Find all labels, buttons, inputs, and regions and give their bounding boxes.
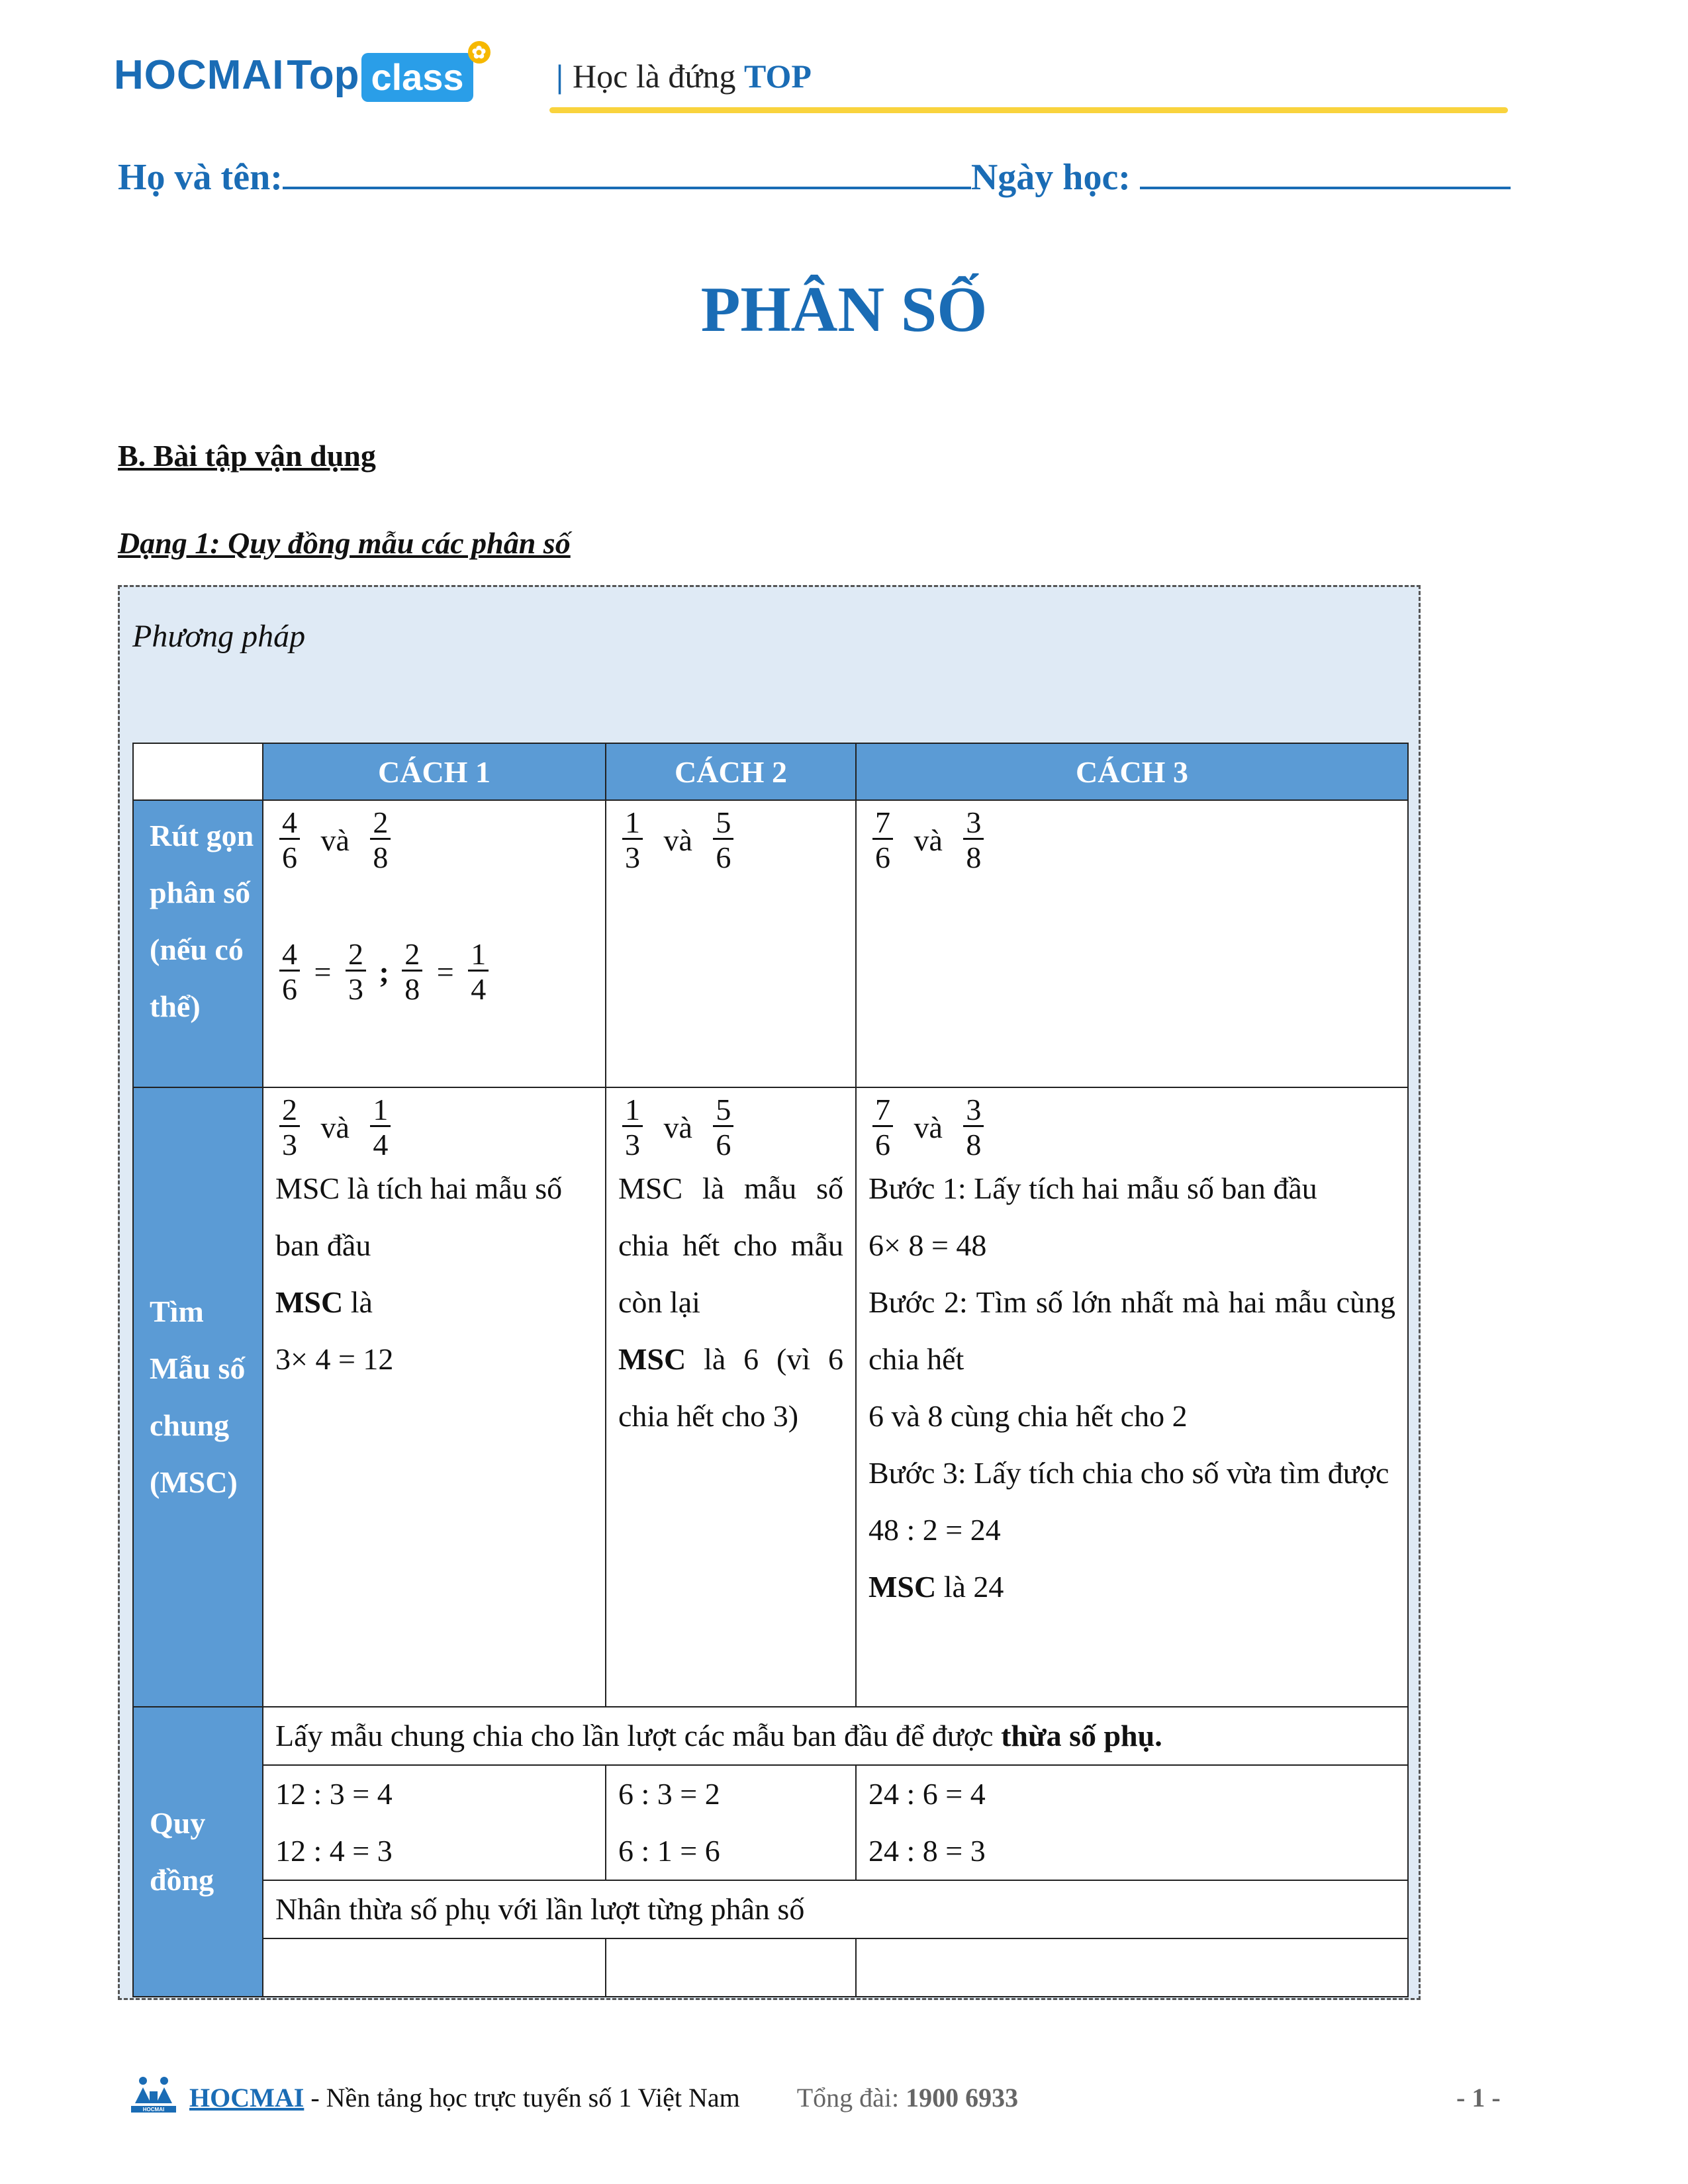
denominator: 4 (468, 970, 489, 1005)
numerator: 5 (716, 1093, 731, 1126)
msc-result (618, 1331, 843, 1445)
factor-line: 24 : 6 = 4 (868, 1777, 986, 1811)
date-label: Ngày học: (970, 157, 1131, 198)
simplify-cach-2 (606, 800, 856, 1087)
fraction (872, 1095, 893, 1160)
and-word: và (914, 823, 943, 857)
msc-la: là (350, 1285, 373, 1319)
footer-text (189, 2082, 1018, 2113)
numerator: 2 (348, 937, 363, 971)
numerator: 4 (282, 937, 297, 971)
denominator: 8 (963, 1125, 984, 1160)
logo-top-text: Top (287, 52, 359, 98)
row-label-quy-dong: Quy đồng (133, 1707, 263, 1997)
msc-calculation: 3× 4 = 12 (275, 1342, 394, 1376)
numerator: 3 (966, 805, 982, 839)
and-word: và (914, 1110, 943, 1144)
simplify-cach-1 (263, 800, 606, 1087)
header-underline (549, 107, 1508, 113)
header-row (133, 743, 1408, 800)
hocmai-topclass-logo (114, 42, 487, 111)
denominator: 4 (370, 1125, 391, 1160)
numerator: 3 (966, 1093, 982, 1126)
factors-cach-1 (263, 1765, 606, 1880)
denominator: 3 (279, 1125, 300, 1160)
msc-value: là 24 (943, 1570, 1004, 1604)
numerator: 2 (404, 937, 420, 971)
fraction (279, 1095, 300, 1160)
denominator: 8 (370, 838, 391, 873)
fraction (279, 807, 300, 873)
fraction (370, 1095, 391, 1160)
row-empty (133, 1938, 1408, 1997)
fraction (346, 939, 366, 1005)
step-3-calc: 48 : 2 = 24 (868, 1513, 1001, 1547)
numerator: 5 (716, 805, 731, 839)
factor-line: 6 : 1 = 6 (618, 1834, 720, 1868)
section-heading: B. Bài tập vận dụng (118, 439, 376, 473)
factor-line: 24 : 8 = 3 (868, 1834, 986, 1868)
fraction-pair (618, 1088, 843, 1160)
empty-cell (263, 1938, 606, 1997)
numerator: 7 (875, 805, 890, 839)
slogan-divider: | (556, 58, 564, 95)
simplify-equations (275, 933, 593, 1005)
step-3: Bước 3: Lấy tích chia cho số vừa tìm được (868, 1456, 1389, 1490)
fraction-pair (275, 1088, 593, 1160)
msc-cach-2 (606, 1087, 856, 1707)
normalize-instruction (263, 1707, 1408, 1765)
name-label: Họ và tên: (118, 157, 283, 198)
denominator: 3 (622, 838, 643, 873)
step-2: Bước 2: Tìm số lớn nhất mà hai mẫu cùng chia hết (868, 1285, 1395, 1376)
slogan-top: TOP (744, 58, 812, 95)
name-blank[interactable] (283, 181, 971, 189)
footer-tagline: - Nền tảng học trực tuyến số 1 Việt Nam (310, 2083, 740, 2113)
and-word: và (663, 823, 692, 857)
fraction (370, 807, 391, 873)
numerator: 1 (471, 937, 487, 971)
slogan-text: Học là đứng (573, 58, 736, 95)
numerator: 1 (625, 1093, 640, 1126)
numerator: 1 (625, 805, 640, 839)
fraction (468, 939, 489, 1005)
msc-reason: là 6 (vì 6 chia hết cho 3) (618, 1342, 844, 1433)
numerator: 7 (875, 1093, 890, 1126)
logo-hocmai-text: HOCMAI (114, 52, 285, 98)
fraction-pair (275, 801, 593, 873)
row-normalize-line2 (133, 1880, 1408, 1938)
factor-line: 6 : 3 = 2 (618, 1777, 720, 1811)
denominator: 6 (872, 838, 893, 873)
semicolon: ; (379, 954, 389, 989)
row-factors (133, 1765, 1408, 1880)
fraction (713, 1095, 733, 1160)
empty-cell (606, 1938, 856, 1997)
step-1-calc: 6× 8 = 48 (868, 1228, 987, 1262)
simplify-cach-3 (856, 800, 1408, 1087)
equals-sign: = (436, 954, 454, 989)
multiply-instruction: Nhân thừa số phụ với lần lượt từng phân số (263, 1880, 1408, 1938)
row-label-msc: Tìm Mẫu số chung (MSC) (133, 1087, 263, 1707)
numerator: 4 (282, 805, 297, 839)
denominator: 8 (402, 970, 422, 1005)
denominator: 6 (279, 838, 300, 873)
page-number: - 1 - (1456, 2083, 1501, 2113)
fraction-pair (868, 801, 1395, 873)
denominator: 8 (963, 838, 984, 873)
fraction (622, 807, 643, 873)
msc-cach-1 (263, 1087, 606, 1707)
msc-explanation: MSC là mẫu số chia hết cho mẫu còn lại (618, 1171, 843, 1319)
step-2-note: 6 và 8 cùng chia hết cho 2 (868, 1399, 1188, 1433)
msc-cach-3 (856, 1087, 1408, 1707)
fraction (622, 1095, 643, 1160)
fraction (963, 1095, 984, 1160)
msc-explanation: MSC là tích hai mẫu số ban đầu (275, 1171, 563, 1262)
fraction (963, 807, 984, 873)
hocmai-footer-icon (130, 2073, 177, 2118)
factors-cach-3 (856, 1765, 1408, 1880)
row-common-denominator (133, 1087, 1408, 1707)
denominator: 3 (622, 1125, 643, 1160)
logo-class-badge (361, 42, 487, 102)
denominator: 6 (713, 1125, 733, 1160)
numerator: 2 (282, 1093, 297, 1126)
footer-icon-label: HOCMAI (142, 2107, 165, 2113)
logo-class-text: class (371, 56, 464, 98)
factors-cach-2 (606, 1765, 856, 1880)
factor-line: 12 : 4 = 3 (275, 1834, 393, 1868)
instruction-bold: thừa số phụ. (1001, 1719, 1162, 1752)
date-blank[interactable] (1140, 181, 1511, 189)
method-table (132, 743, 1409, 1997)
numerator: 2 (373, 805, 389, 839)
denominator: 3 (346, 970, 366, 1005)
numerator: 1 (373, 1093, 389, 1126)
page-title: PHÂN SỐ (700, 274, 988, 345)
fraction (279, 939, 300, 1005)
slogan (556, 57, 812, 95)
instruction-text: Lấy mẫu chung chia cho lần lượt các mẫu ban đầu để được (275, 1719, 994, 1752)
msc-result (275, 1274, 593, 1331)
fraction (402, 939, 422, 1005)
fraction-pair (618, 801, 843, 873)
factor-line: 12 : 3 = 4 (275, 1777, 393, 1811)
corner-cell (133, 743, 263, 800)
header-cach-2: CÁCH 2 (606, 743, 856, 800)
denominator: 6 (872, 1125, 893, 1160)
and-word: và (320, 823, 350, 857)
and-word: và (320, 1110, 350, 1144)
step-1: Bước 1: Lấy tích hai mẫu số ban đầu (868, 1171, 1317, 1205)
hotline-label: Tổng đài: (796, 2083, 900, 2113)
msc-abbrev: MSC (868, 1570, 937, 1604)
msc-result (868, 1559, 1395, 1615)
header-cach-1: CÁCH 1 (263, 743, 606, 800)
exercise-type-heading: Dạng 1: Quy đồng mẫu các phân số (118, 526, 571, 560)
header-cach-3: CÁCH 3 (856, 743, 1408, 800)
row-normalize-line1 (133, 1707, 1408, 1765)
footer-brand-link[interactable]: HOCMAI (189, 2083, 305, 2113)
equals-sign: = (314, 954, 332, 989)
student-info-line (118, 156, 1511, 199)
msc-abbrev: MSC (275, 1285, 344, 1319)
denominator: 6 (713, 838, 733, 873)
empty-cell (856, 1938, 1408, 1997)
msc-abbrev: MSC (618, 1342, 686, 1376)
fraction (872, 807, 893, 873)
denominator: 6 (279, 970, 300, 1005)
fraction (713, 807, 733, 873)
row-simplify (133, 800, 1408, 1087)
hotline (797, 2083, 1018, 2113)
row-label-simplify: Rút gọn phân số (nếu có thể) (133, 800, 263, 1087)
star-icon: ✿ (468, 41, 491, 64)
hotline-number: 1900 6933 (906, 2083, 1019, 2113)
method-label: Phương pháp (132, 619, 306, 654)
fraction-pair (868, 1088, 1395, 1160)
and-word: và (663, 1110, 692, 1144)
